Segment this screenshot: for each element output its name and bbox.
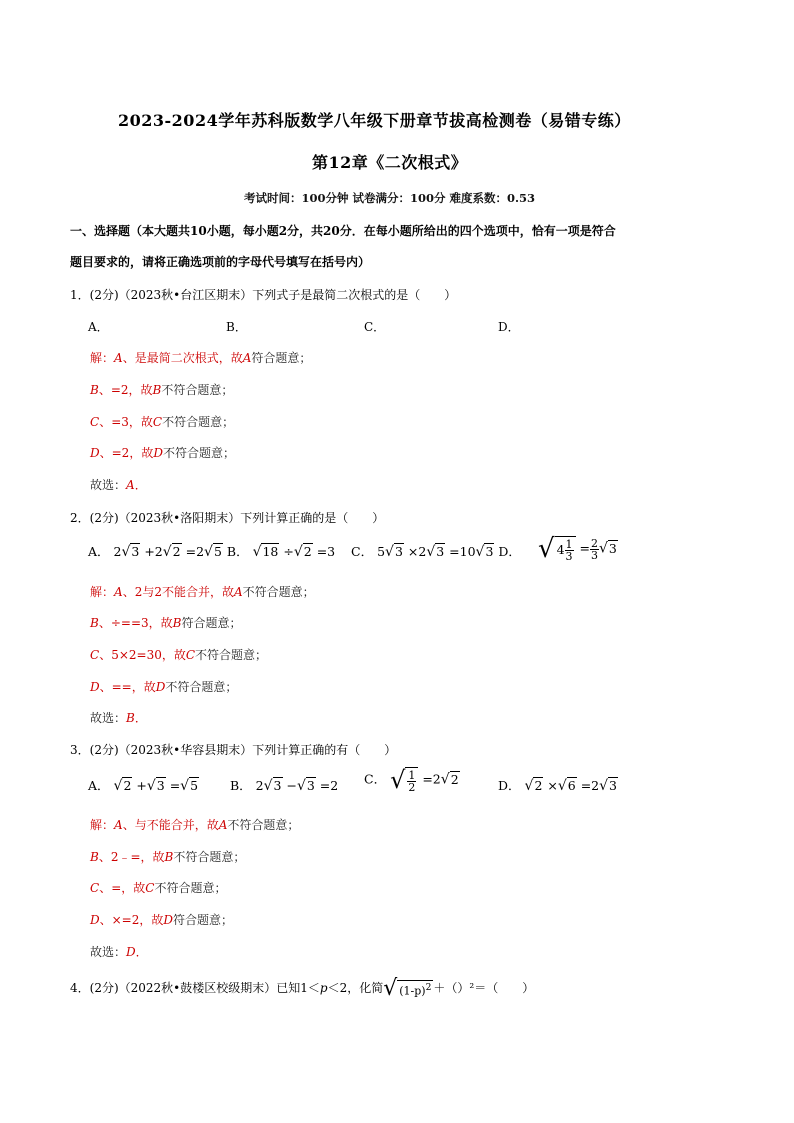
q1-solution-line: B、=2，故B不符合题意；	[90, 383, 234, 397]
chapter-title: 第12章《二次根式》	[312, 153, 468, 172]
q2-options-row: A． 2√3 +2√2 =2√5 B． √18 ÷√2 =3 C． 5√3 ×2√3 =10√3 D．	[88, 544, 521, 560]
question-1-stem: 1．(2分)（2023秋•台江区期末）下列式子是最简二次根式的是（ ）	[70, 288, 457, 302]
q2-solution-line: D、==，故D不符合题意；	[90, 680, 238, 694]
q3-solution-line: B、2﹣=，故B不符合题意；	[90, 850, 246, 864]
exam-info: 考试时间：100分钟 试卷满分：100分 难度系数：0.53	[244, 191, 536, 205]
q2-answer: 故选：B．	[90, 711, 147, 725]
q1-option-b: B．	[226, 320, 247, 334]
q2-solution-line: 解：A、2与2不能合并，故A不符合题意；	[90, 585, 315, 599]
q1-option-a: A．	[88, 320, 109, 334]
q3-solution-line: D、×=2，故D符合题意；	[90, 913, 234, 927]
q2-solution-line: B、÷==3，故B符合题意；	[90, 616, 242, 630]
q3-solution-line: 解：A、与不能合并，故A不符合题意；	[90, 818, 300, 832]
q1-answer: 故选：A．	[90, 478, 147, 492]
q3-option-b: B． 2√3 −√3 =2	[230, 778, 339, 794]
section-heading-line1: 一、选择题（本大题共10小题，每小题2分，共20分．在每小题所给出的四个选项中，恰有一项是符合	[70, 224, 616, 238]
q1-option-d: D．	[498, 320, 520, 334]
q2-solution-line: C、5×2=30，故C不符合题意；	[90, 648, 268, 662]
q3-solution-line: C、=，故C不符合题意；	[90, 881, 227, 895]
q1-solution-line: 解：A、是最简二次根式，故A符合题意；	[90, 351, 312, 365]
q3-option-d: D． √2 ×√6 =2√3	[498, 778, 617, 794]
q3-answer: 故选：D．	[90, 945, 148, 959]
question-4-stem: 4．(2分)（2022秋•鼓楼区校级期末）已知1＜p＜2，化简√ $(1-p)^2 +()^2=$（ ）	[70, 976, 535, 1001]
q1-solution-line: C、=3，故C不符合题意；	[90, 415, 235, 429]
q1-solution-line: D、=2，故D不符合题意；	[90, 446, 235, 460]
question-3-stem: 3．(2分)（2023秋•华容县期末）下列计算正确的有（ ）	[70, 743, 397, 757]
q2-option-d-expr: √ 4 $\frac{1}{3}$ = $\frac{2}{3}$ √3	[538, 534, 617, 564]
document-title: 2023-2024学年苏科版数学八年级下册章节拔高检测卷（易错专练）	[118, 111, 631, 130]
section-heading-line2: 题目要求的，请将正确选项前的字母代号填写在括号内）	[70, 255, 371, 269]
q1-option-c: C．	[364, 320, 386, 334]
q3-option-a: A． √2 +√3 =√5	[88, 778, 199, 794]
question-2-stem: 2．(2分)（2023秋•洛阳期末）下列计算正确的是（ ）	[70, 511, 385, 525]
q3-option-c: C． √ $\frac{1}{2}$ =2√2	[364, 766, 459, 794]
